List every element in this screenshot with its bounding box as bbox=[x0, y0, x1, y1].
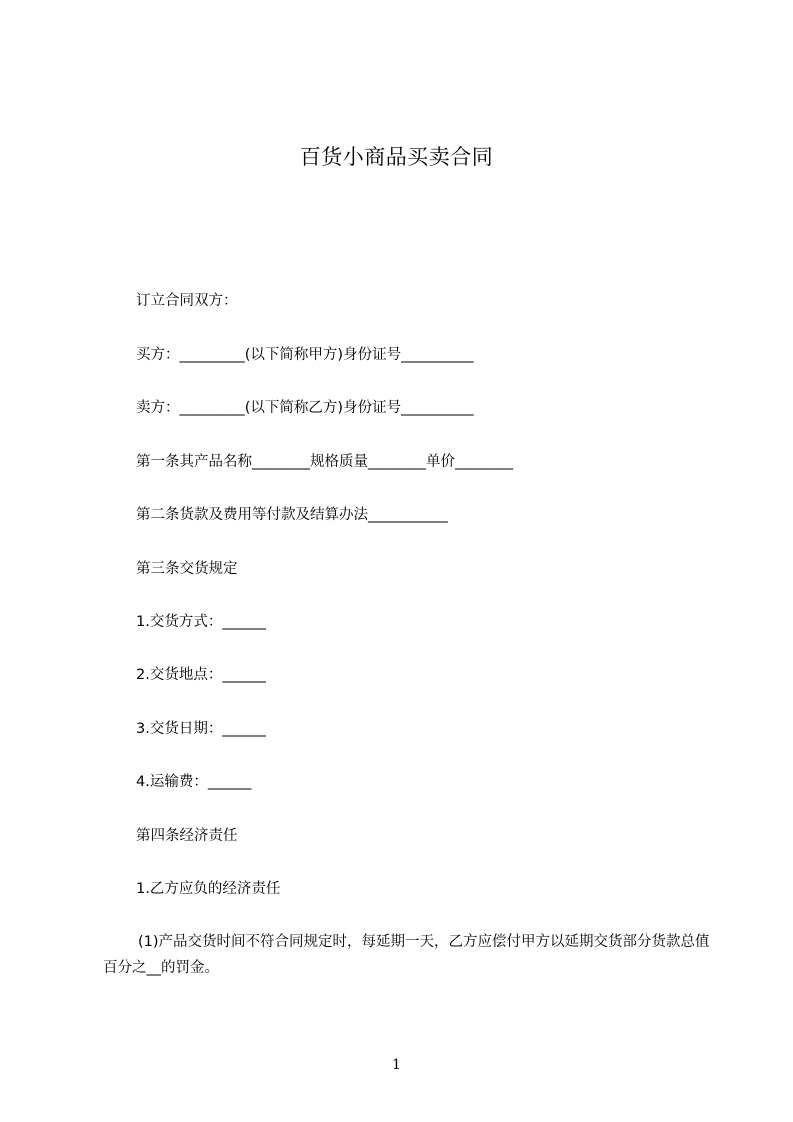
article-3-heading: 第三条交货规定 bbox=[136, 561, 238, 577]
delivery-date-line: 3.交货日期：______ bbox=[136, 721, 266, 737]
document-title: 百货小商品买卖合同 bbox=[299, 145, 494, 169]
delivery-method-line: 1.交货方式：______ bbox=[136, 614, 266, 630]
late-delivery-clause: (1)产品交货时间不符合同规定时，每延期一天，乙方应偿付甲方以延期交货部分货款总值百分之__的罚金。 bbox=[103, 934, 710, 976]
seller-line: 卖方：_________(以下简称乙方)身份证号__________ bbox=[136, 400, 474, 416]
article-2-line: 第二条货款及费用等付款及结算办法___________ bbox=[136, 507, 448, 523]
buyer-line: 买方：_________(以下简称甲方)身份证号__________ bbox=[136, 347, 474, 363]
page-number: 1 bbox=[392, 1057, 401, 1073]
freight-line: 4.运输费：______ bbox=[136, 774, 252, 790]
party-b-liability-heading: 1.乙方应负的经济责任 bbox=[136, 881, 281, 897]
article-1-line: 第一条其产品名称________规格质量________单价________ bbox=[136, 454, 513, 470]
article-4-heading: 第四条经济责任 bbox=[136, 828, 238, 844]
delivery-location-line: 2.交货地点：______ bbox=[136, 667, 266, 683]
parties-heading: 订立合同双方： bbox=[136, 293, 238, 309]
